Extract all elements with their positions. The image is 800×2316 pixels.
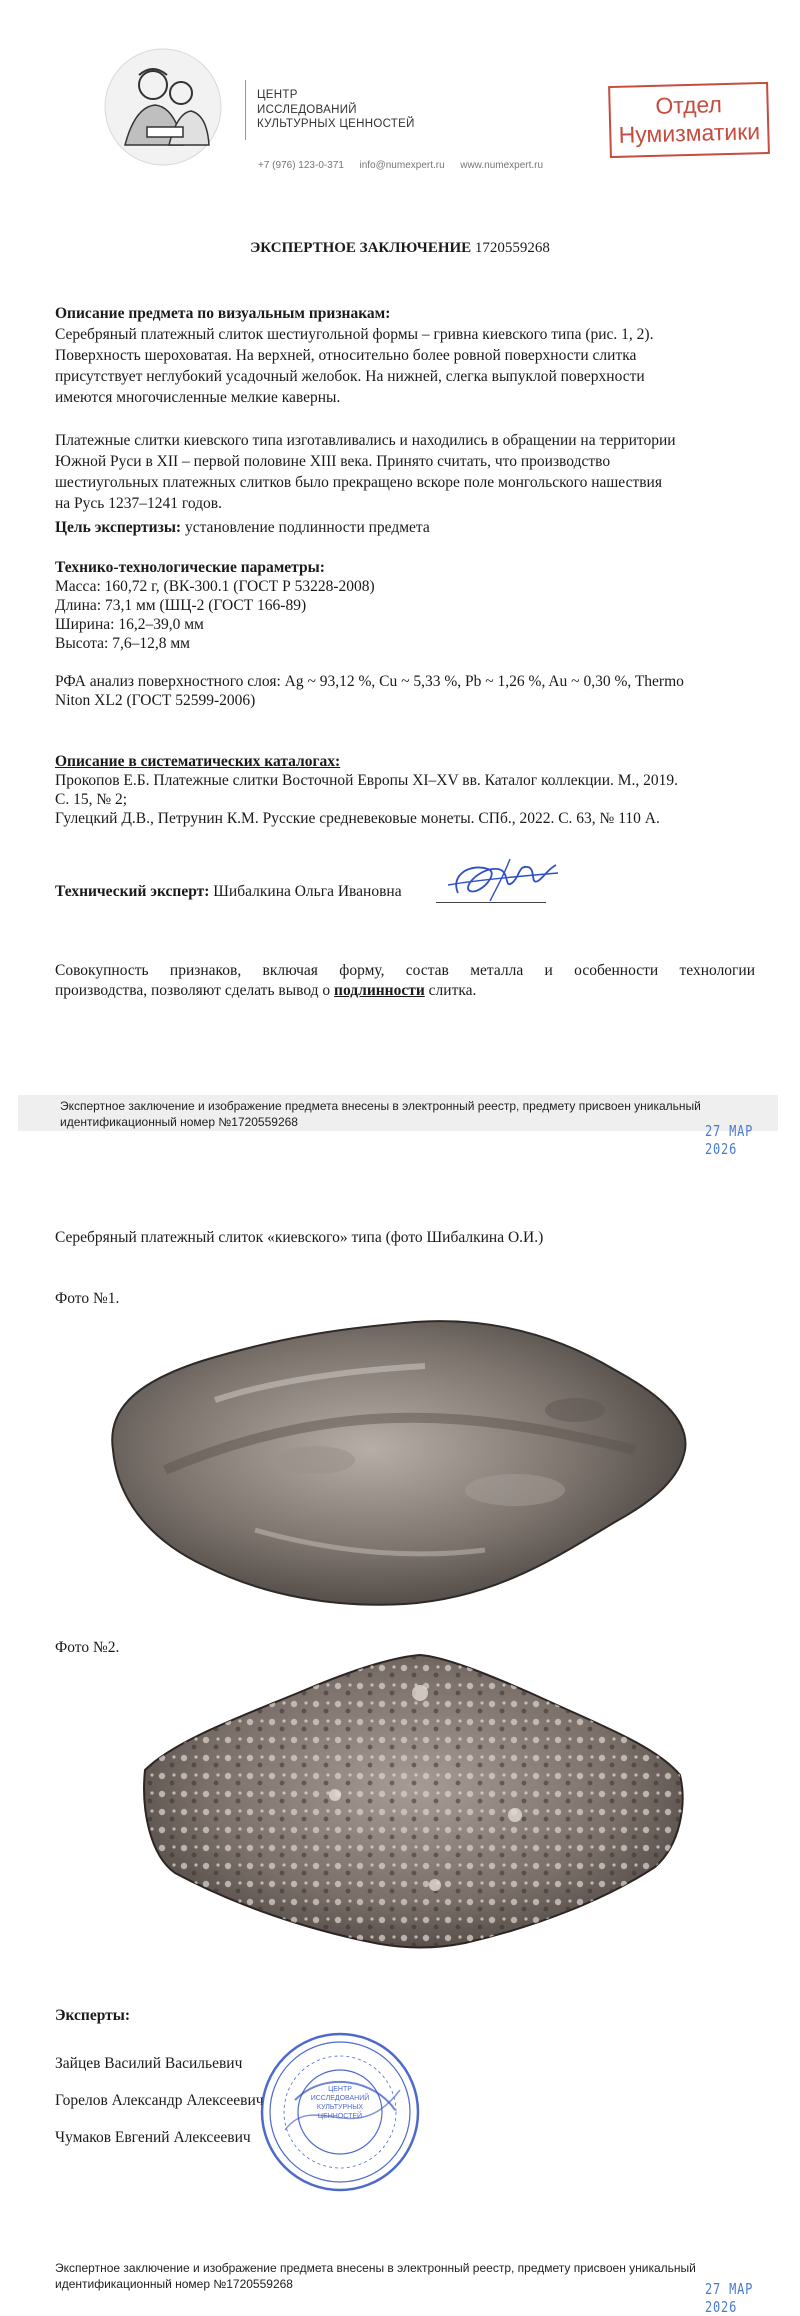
conclusion-end: слитка. xyxy=(428,982,477,999)
phone-text: +7 (976) 123-0-371 xyxy=(258,160,344,171)
registry-text-2 xyxy=(55,2260,775,2292)
experts-heading: Эксперты: xyxy=(55,2007,131,2024)
catalog-ref-1: Прокопов Е.Б. Платежные слитки Восточной Европы XI–XV вв. Каталог коллекции. М., 2019. xyxy=(55,772,679,789)
catalog-ref-1-cont: С. 15, № 2; xyxy=(55,791,128,808)
conclusion-text: производства, позволяют сделать вывод о xyxy=(55,982,331,999)
xrf-analysis xyxy=(55,672,755,710)
mass-value: Масса: 160,72 г, (ВК-300.1 (ГОСТ Р 53228-2008) xyxy=(55,578,375,595)
registry-line-1: Экспертное заключение и изображение предмета внесены в электронный реестр, предмету присвоен уникальный xyxy=(60,1099,701,1113)
department-stamp xyxy=(608,82,770,158)
department-line-1: Отдел xyxy=(655,91,723,119)
seal-line: ИССЛЕДОВАНИЙ xyxy=(310,2095,370,2102)
document-title xyxy=(0,238,800,259)
org-line-1: ЦЕНТР xyxy=(257,89,298,101)
website-link[interactable]: www.numexpert.ru xyxy=(460,160,544,171)
expert-label: Технический эксперт: xyxy=(55,883,210,900)
history-line: на Русь 1237–1241 годов. xyxy=(55,495,222,512)
height-value: Высота: 7,6–12,8 мм xyxy=(55,635,190,652)
params-section xyxy=(55,558,755,653)
seal-line: ЦЕНТР xyxy=(328,2086,352,2093)
expert-name-1: Зайцев Василий Васильевич xyxy=(55,2055,243,2072)
registry-line-2: идентификационный номер №1720559268 xyxy=(60,1115,298,1129)
history-line: шестиугольных платежных слитков было прекращено вскоре поле монгольского нашествия xyxy=(55,474,662,491)
technical-expert-line xyxy=(55,881,402,902)
history-line: Южной Руси в XII – первой половине XIII века. Принято считать, что производство xyxy=(55,453,611,470)
email-link[interactable]: info@numexpert.ru xyxy=(359,160,445,171)
ingot-photo-bottom xyxy=(135,1645,695,1955)
registry-line-1: Экспертное заключение и изображение предмета внесены в электронный реестр, предмету присвоен уникальный xyxy=(55,2261,696,2275)
registry-date-2: 27 МАР 2026 xyxy=(705,2280,754,2316)
purpose-text: установление подлинности предмета xyxy=(184,519,430,536)
description-line: Серебряный платежный слиток шестиугольной формы – гривна киевского типа (рис. 1, 2). xyxy=(55,326,654,343)
catalogs-section xyxy=(55,752,755,828)
document-number: 1720559268 xyxy=(474,240,550,256)
registry-text-1 xyxy=(60,1098,780,1130)
expert-name: Шибалкина Ольга Ивановна xyxy=(213,883,402,900)
description-line: присутствует неглубокий усадочный желобок. На нижней, слегка выпуклой поверхности xyxy=(55,368,645,385)
description-line: имеются многочисленные мелкие каверны. xyxy=(55,389,341,406)
ingot-photo-top xyxy=(95,1300,705,1620)
photo-2-label: Фото №2. xyxy=(55,1639,120,1656)
expert-name-2: Горелов Александр Алексеевич xyxy=(55,2092,264,2109)
purpose-line xyxy=(55,517,430,538)
logo-icon xyxy=(95,45,235,170)
photos-caption: Серебряный платежный слиток «киевского» типа (фото Шибалкина О.И.) xyxy=(55,1229,544,1246)
authenticity-word: подлинности xyxy=(334,982,425,999)
department-line-2: Нумизматики xyxy=(618,118,761,148)
description-section xyxy=(55,303,755,514)
seal-center-text xyxy=(305,2085,375,2121)
purpose-label: Цель экспертизы: xyxy=(55,519,182,536)
registry-line-2: идентификационный номер №1720559268 xyxy=(55,2277,293,2291)
xrf-line: РФА анализ поверхностного слоя: Ag ~ 93,12 %, Cu ~ 5,33 %, Pb ~ 1,26 %, Au ~ 0,30 %, Thermo xyxy=(55,673,684,690)
conclusion xyxy=(55,961,755,1001)
params-heading: Технико-технологические параметры: xyxy=(55,559,325,576)
description-heading: Описание предмета по визуальным признакам: xyxy=(55,305,391,322)
title-text: ЭКСПЕРТНОЕ ЗАКЛЮЧЕНИЕ xyxy=(250,240,472,256)
header xyxy=(0,0,800,185)
history-line: Платежные слитки киевского типа изготавливались и находились в обращении на территории xyxy=(55,432,676,449)
expert-name-3: Чумаков Евгений Алексеевич xyxy=(55,2129,251,2146)
xrf-line: Niton XL2 (ГОСТ 52599-2006) xyxy=(55,692,256,709)
org-line-2: ИССЛЕДОВАНИЙ xyxy=(257,103,357,116)
conclusion-line-2 xyxy=(55,981,755,1001)
width-value: Ширина: 16,2–39,0 мм xyxy=(55,616,204,633)
signature-icon xyxy=(440,855,565,910)
contacts-row xyxy=(258,160,543,171)
logo-divider xyxy=(245,80,246,140)
catalog-ref-2: Гулецкий Д.В., Петрунин К.М. Русские средневековые монеты. СПб., 2022. С. 63, № 110 А. xyxy=(55,810,660,827)
conclusion-line-1: Совокупность признаков, включая форму, состав металла и особенности технологии xyxy=(55,962,755,979)
description-line: Поверхность шероховатая. На верхней, относительно более ровной поверхности слитка xyxy=(55,347,637,364)
photo-1-label: Фото №1. xyxy=(55,1290,120,1307)
org-name xyxy=(257,88,415,132)
length-value: Длина: 73,1 мм (ШЦ-2 (ГОСТ 166-89) xyxy=(55,597,307,614)
seal-line: ЦЕННОСТЕЙ xyxy=(317,2113,363,2120)
catalogs-heading: Описание в систематических каталогах: xyxy=(55,753,341,770)
seal-line: КУЛЬТУРНЫХ xyxy=(316,2104,364,2111)
org-line-3: КУЛЬТУРНЫХ ЦЕННОСТЕЙ xyxy=(257,118,415,130)
registry-date-1: 27 МАР 2026 xyxy=(705,1122,754,1158)
